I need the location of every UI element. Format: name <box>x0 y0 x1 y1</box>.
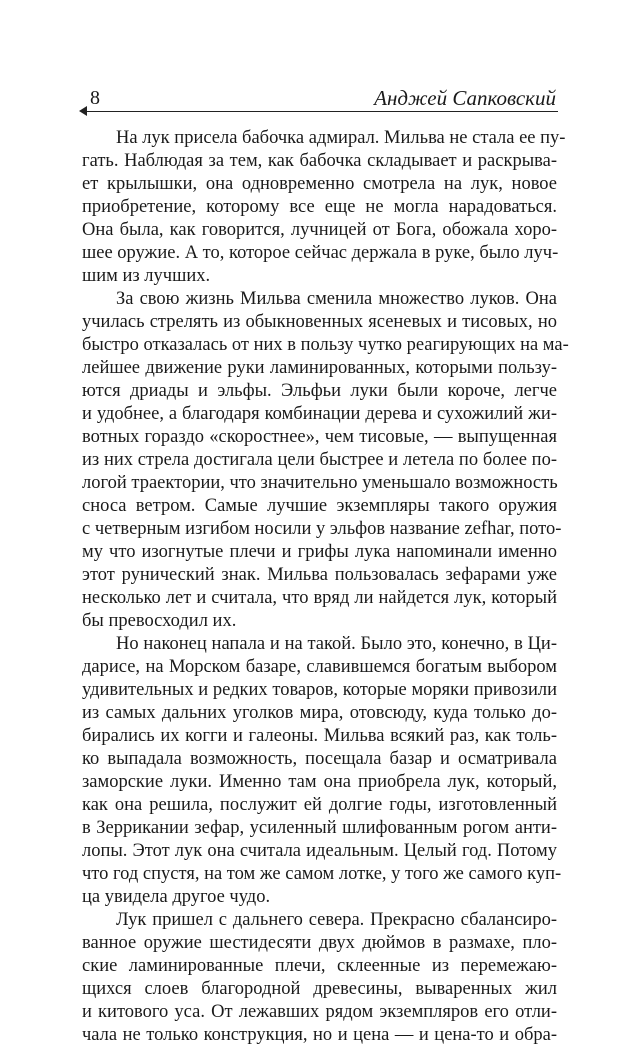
paragraph <box>82 909 557 1047</box>
text-line: ет крылышки, она одновременно смотрела на лук, новое <box>82 174 557 194</box>
text-line: заморские луки. Именно там она приобрела лук, который, <box>82 772 557 792</box>
paragraph <box>82 127 566 288</box>
text-line: логой траектории, что значительно уменьшало возможность <box>82 473 558 493</box>
text-line: щихся слоев благородной древесины, вываренных жил <box>82 979 557 999</box>
text-line: лопы. Этот лук она считала идеальным. Целый год. Потому <box>82 841 557 861</box>
text-line: как она решила, послужит ей долгие годы, изготовленный <box>82 795 557 815</box>
text-line: ца увидела другое чудо. <box>82 887 271 907</box>
text-line: шим из лучших. <box>82 266 211 286</box>
text-line: быстро отказалась от них в пользу чутко реагирующих на ма- <box>82 335 569 355</box>
paragraph <box>82 633 562 909</box>
text-line: ются дриады и эльфы. Эльфьи луки были короче, легче <box>82 381 557 401</box>
text-line: и удобнее, а благодаря комбинации дерева и сухожилий жи- <box>82 404 557 424</box>
text-line: и китового уса. От лежавших рядом экземпляров его отли- <box>82 1002 557 1022</box>
text-line: училась стрелять из обыкновенных ясеневых и тисовых, но <box>82 312 557 332</box>
running-head-author: Анджей Сапковский <box>374 86 556 110</box>
text-line: дарисе, на Морском базаре, славившемся богатым выбором <box>82 657 557 677</box>
text-line: бирались их когги и галеоны. Мильва всякий раз, как толь- <box>82 726 557 746</box>
text-line: чала не только конструкция, но и цена — и цена-то и обра- <box>82 1025 557 1045</box>
text-line: шее оружие. А то, которое сейчас держала в руке, было луч- <box>82 243 559 263</box>
text-line: с четверным изгибом носили у эльфов название zefhar, пото- <box>82 519 562 539</box>
text-line: этот рунический знак. Мильва пользовалась зефарами уже <box>82 565 557 585</box>
text-line: в Зеррикании зефар, усиленный шлифованным рогом анти- <box>82 818 557 838</box>
text-line: удивительных и редких товаров, которые моряки привозили <box>82 680 557 700</box>
text-line: ко выпадала возможность, посещала базар и осматривала <box>82 749 557 769</box>
text-line: Но наконец напала и на такой. Было это, конечно, в Ци- <box>116 634 557 654</box>
text-line: приобретение, которому все еще не могла нарадоваться. <box>82 197 557 217</box>
arrow-left-icon <box>79 106 87 116</box>
text-line: несколько лет и считала, что вряд ли найдется лук, который <box>82 588 557 608</box>
page-header <box>82 86 558 112</box>
text-line: из самых дальних уголков мира, отовсюду, куда только до- <box>82 703 557 723</box>
paragraph <box>82 288 569 633</box>
text-line: гать. Наблюдая за тем, как бабочка складывает и раскрыва- <box>82 151 557 171</box>
header-rule <box>82 111 558 112</box>
text-line: На лук присела бабочка адмирал. Мильва не стала ее пу- <box>116 128 566 148</box>
text-line: вотных гораздо «скоростнее», чем тисовые, — выпущенная <box>82 427 557 447</box>
text-line: му что изогнутые плечи и грифы лука напоминали именно <box>82 542 557 562</box>
text-line: ские ламинированные плечи, склеенные из перемежаю- <box>82 956 557 976</box>
text-line: бы превосходил их. <box>82 611 237 631</box>
body-text <box>82 127 569 1047</box>
text-line: Лук пришел с дальнего севера. Прекрасно сбалансиро- <box>116 910 557 930</box>
text-line: За свою жизнь Мильва сменила множество луков. Она <box>116 289 557 309</box>
text-line: что год спустя, на том же самом лотке, у того же самого куп- <box>82 864 562 884</box>
text-line: Она была, как говорится, лучницей от Бога, обожала хоро- <box>82 220 557 240</box>
text-line: ванное оружие шестидесяти двух дюймов в размахе, пло- <box>82 933 557 953</box>
text-line: сноса ветром. Самые лучшие экземпляры такого оружия <box>82 496 557 516</box>
page-number: 8 <box>90 87 100 109</box>
text-line: лейшее движение руки ламинированных, которыми пользу- <box>82 358 557 378</box>
text-line: из них стрела достигала цели быстрее и летела по более по- <box>82 450 557 470</box>
